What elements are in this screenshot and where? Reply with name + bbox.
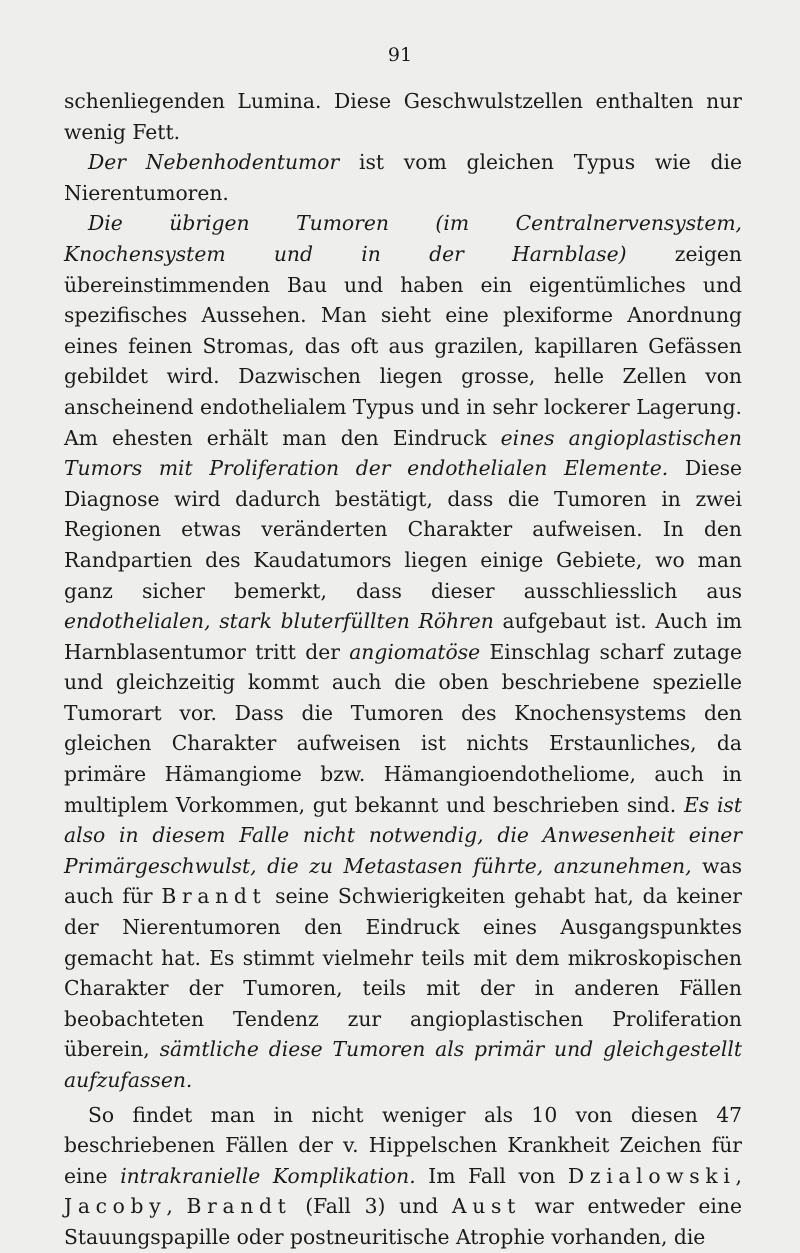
emphasis-text: Die übrigen Tumoren (im Centralnervensystem, Knochensystem und in der Harnblase) [64, 211, 742, 266]
text-run: aufgebaut ist. Auch im Harnblasentumor tritt der [64, 609, 742, 664]
text-run: zeigen übereinstimmenden Bau und haben ein eigentümliches und spezifisches Aussehen. Man sieht eine plexiforme Anordnung eines feinen Stromas, das oft aus grazilen, kapillaren Gefässen gebildet wird. Dazwischen liegen grosse, helle Zellen von anscheinend endothelialem Typus und in sehr lockerer Lagerung. Am ehesten erhält man den Eindruck [64, 241, 742, 450]
emphasis-text: endothelialen, stark bluterfüllten Röhren [64, 609, 494, 634]
page-number: 91 [387, 44, 413, 66]
text-run: was auch für [64, 853, 742, 909]
paragraph [64, 1100, 742, 1253]
text-run: Im Fall von [415, 1163, 568, 1188]
emphasis-text: Es ist also in diesem Falle nicht notwendig, die Anwesenheit einer Primärgeschwulst, die zu Metastasen führte, anzunehmen, [64, 792, 742, 878]
emphasis-text: eines angioplastischen Tumors mit Proliferation der endothelialen Elemente. [64, 425, 742, 481]
text-run: , [166, 1194, 187, 1219]
text-run: war entweder eine Stauungspapille oder postneuritische Atrophie vorhanden, die [64, 1194, 742, 1249]
text-run: ist vom gleichen Typus wie die Nierentumoren. [64, 150, 742, 205]
author-name: Brandt [186, 1194, 292, 1219]
paragraph [64, 86, 742, 147]
text-run: seine Schwierigkeiten gehabt hat, da keiner der Nierentumoren den Eindruck eines Ausgangspunktes gemacht hat. Es stimmt vielmehr teils mit dem mikroskopischen Charakter der Tumoren, teils mit der in anderen Fällen beobachteten Tendenz zur angioplastischen Proliferation überein, [64, 884, 742, 1062]
author-name: Brandt [161, 884, 267, 909]
emphasis-text: sämtliche diese Tumoren als primär und gleichgestellt aufzufassen. [64, 1037, 743, 1092]
text-run: Einschlag scharf zutage und gleichzeitig kommt auch die oben beschriebene spezielle Tumorart vor. Dass die Tumoren des Knochensystems den gleichen Charakter aufweisen ist nichts Erstaunliches, da primäre Hämangiome bzw. Hämangioendotheliome, auch in multiplem Vorkommen, gut bekannt und beschrieben sind. [64, 639, 742, 817]
author-name: Aust [451, 1194, 521, 1219]
text-run: schenliegenden Lumina. Diese Geschwulstzellen enthalten nur wenig Fett. [64, 89, 742, 144]
text-run: Diese Diagnose wird dadurch bestätigt, dass die Tumoren in zwei Regionen etwas veränderten Charakter aufweisen. In den Randpartien des Kaudatumors liegen einige Gebiete, wo man ganz sicher bemerkt, dass dieser ausschliesslich aus [64, 456, 743, 603]
text-run: , [735, 1163, 742, 1188]
paragraph [64, 208, 742, 1095]
emphasis-text: intrakranielle Komplikation. [120, 1163, 416, 1188]
body-text [64, 86, 742, 1253]
emphasis-text: Der Nebenhodentumor [88, 150, 340, 175]
author-name: Jacoby [64, 1194, 167, 1219]
author-name: Dzialowski [567, 1163, 736, 1188]
text-run: (Fall 3) und [291, 1194, 452, 1219]
paragraph [64, 147, 742, 208]
text-run: So findet man in nicht weniger als 10 von diesen 47 beschriebenen Fällen der v. Hippelschen Krankheit Zeichen für eine [64, 1102, 742, 1188]
emphasis-text: angiomatöse [349, 639, 481, 664]
